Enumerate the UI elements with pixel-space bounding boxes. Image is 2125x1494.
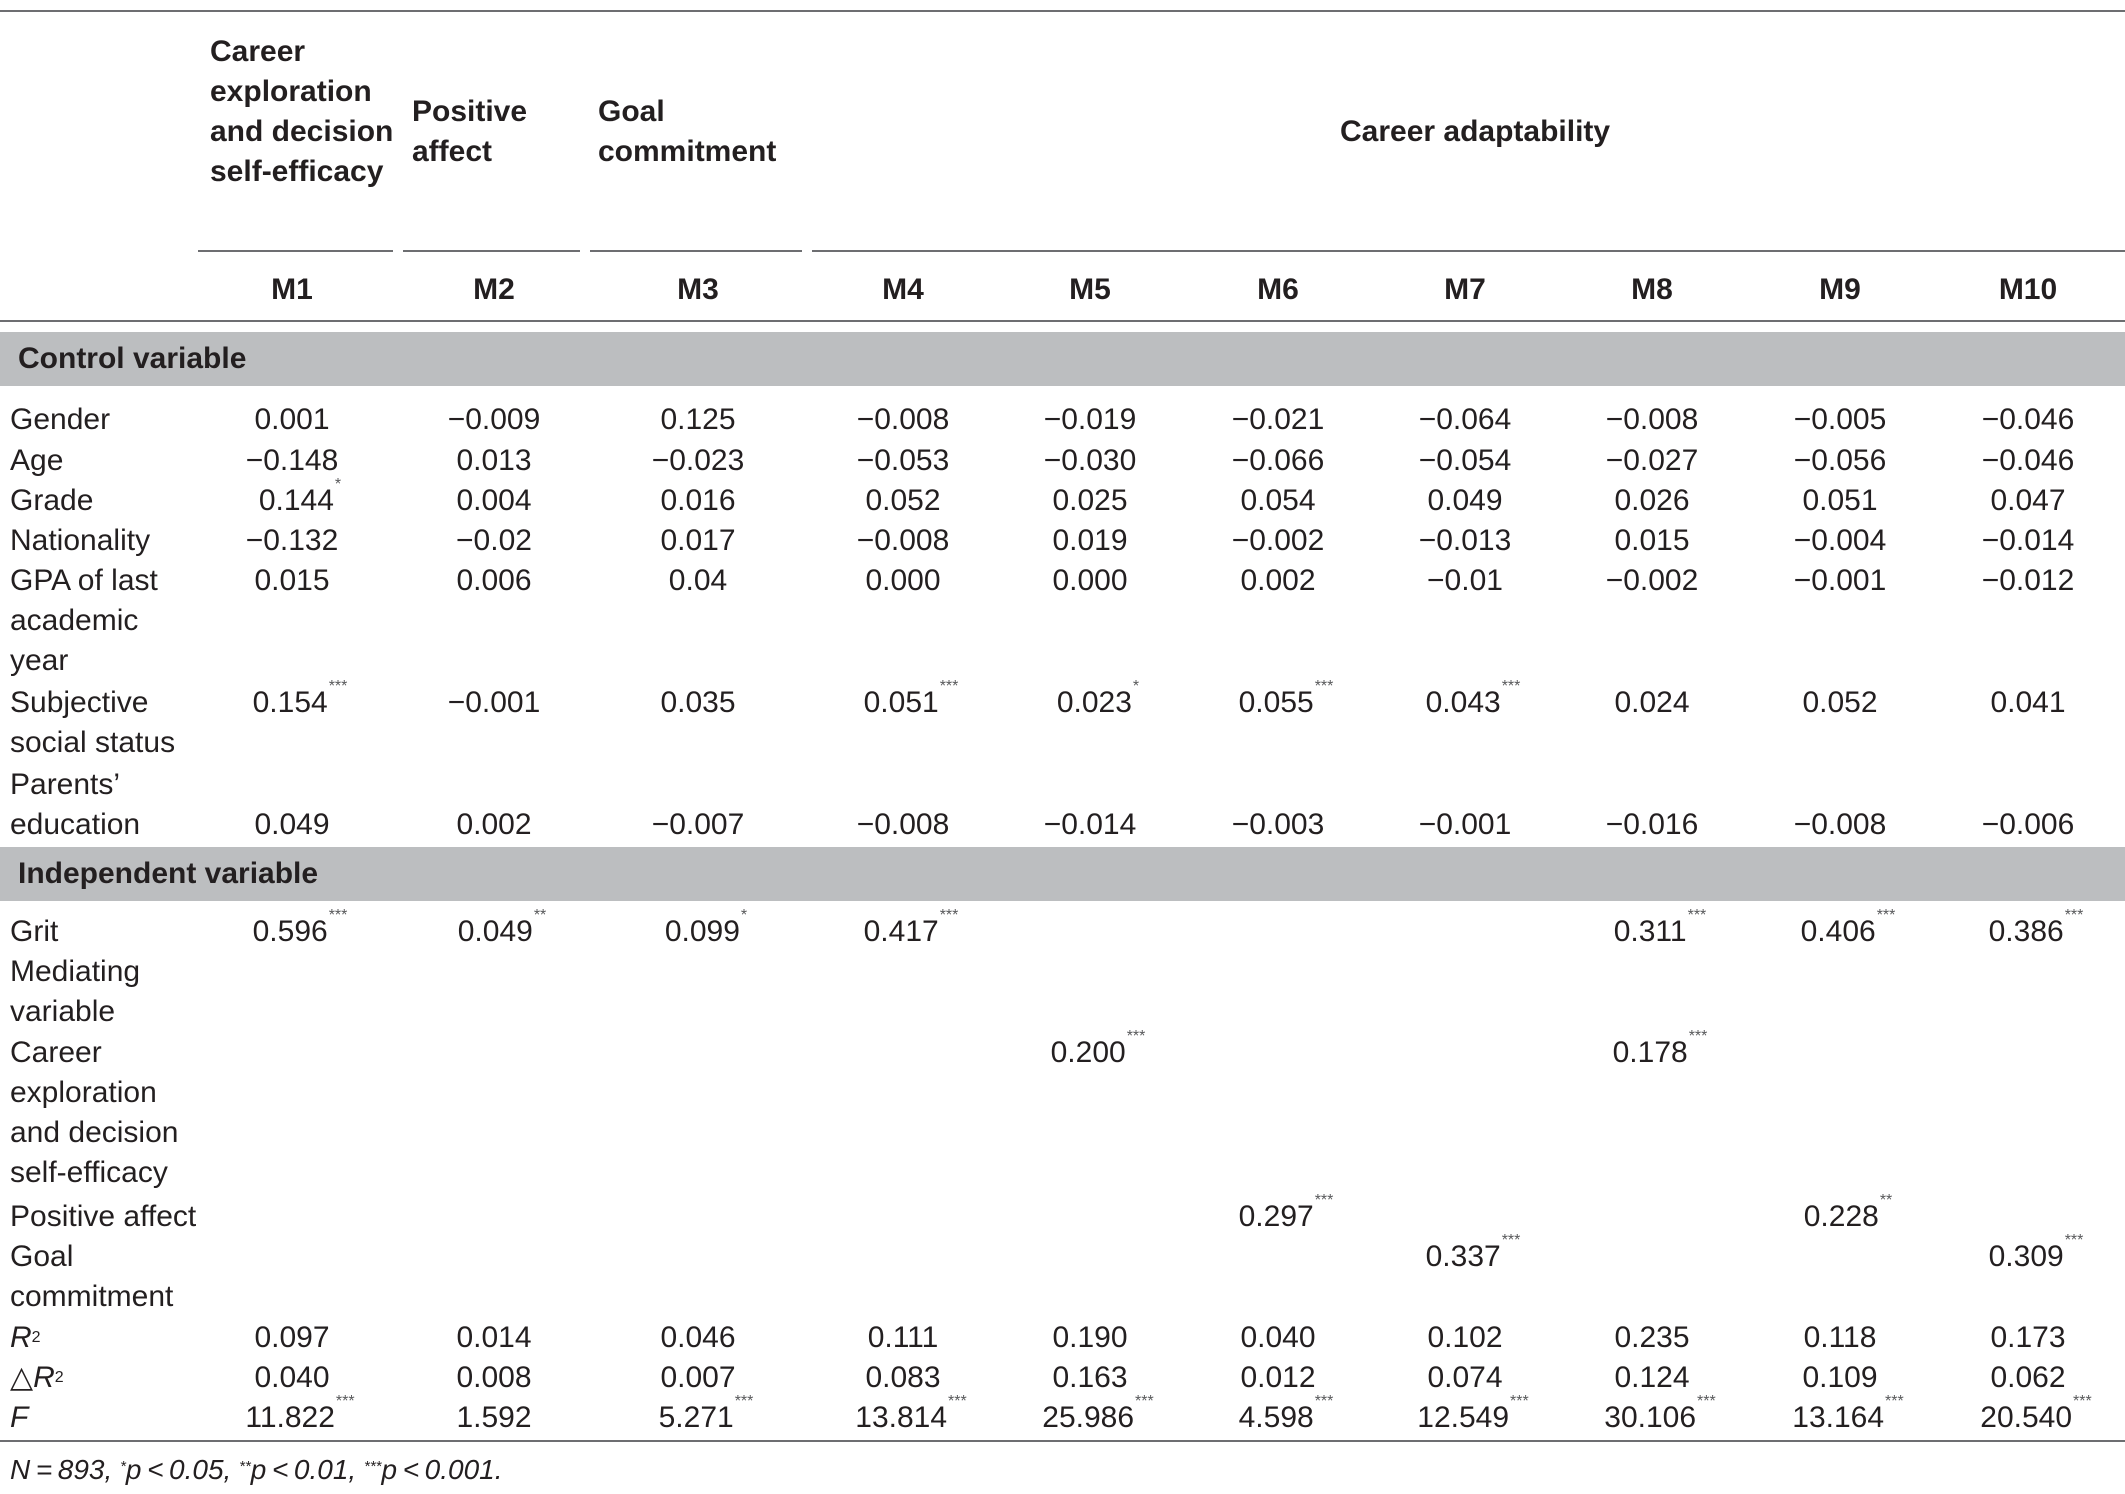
cell-value: 13.164: [1792, 1401, 1885, 1434]
cell-m6: [1240, 1318, 1315, 1358]
cell-m7: [1427, 1318, 1502, 1358]
significance-mark: ***: [335, 1393, 355, 1410]
model-header-m5: M5: [1069, 273, 1111, 306]
cell-value: 0.062: [1990, 1361, 2066, 1394]
group-header-m1: Career exploration and decision self-efficacy: [210, 35, 394, 188]
group-header-m3: Goal commitment: [598, 95, 777, 168]
header-rule: [0, 320, 2125, 322]
row-label: Gender: [10, 403, 111, 436]
model-header-m8: M8: [1631, 273, 1673, 306]
cell-value: 0.024: [1614, 686, 1690, 719]
cell-m5: [1052, 1358, 1127, 1398]
cell-m6: [1240, 561, 1315, 601]
cell-value: 0.051: [1802, 484, 1878, 517]
cell-value: −0.019: [1043, 403, 1137, 436]
cell-m6: [1232, 805, 1325, 845]
cell-value: 0.016: [660, 484, 736, 517]
cell-value: 0.074: [1427, 1361, 1503, 1394]
cell-value: 0.002: [456, 808, 532, 841]
significance-mark: ***: [1697, 1393, 1716, 1410]
cell-value: −0.014: [1043, 808, 1137, 841]
cell-m4: [865, 561, 940, 601]
cell-value: −0.016: [1605, 808, 1699, 841]
cell-m1: [254, 561, 329, 601]
cell-value: −0.021: [1231, 403, 1325, 436]
model-header-m9: M9: [1819, 273, 1861, 306]
significance-mark: ***: [2073, 1393, 2092, 1410]
cell-value: −0.001: [1418, 808, 1512, 841]
cell-m8: [1606, 805, 1699, 845]
cell-value: 0.173: [1990, 1321, 2066, 1354]
significance-mark: ***: [2064, 907, 2084, 924]
cell-value: 0.083: [865, 1361, 941, 1394]
cell-value: −0.030: [1043, 444, 1137, 477]
model-header-m3: M3: [677, 273, 719, 306]
significance-mark: ***: [328, 907, 348, 924]
cell-value: −0.008: [856, 524, 950, 557]
cell-value: 25.986: [1042, 1401, 1135, 1434]
cell-value: 0.046: [660, 1321, 736, 1354]
cell-value: 0.015: [254, 564, 330, 597]
cell-m2: [456, 1398, 531, 1438]
cell-value: 0.025: [1052, 484, 1128, 517]
cell-m9: [1800, 907, 1896, 952]
cell-m3: [652, 805, 745, 845]
cell-value: 0.097: [254, 1321, 330, 1354]
cell-m2: [456, 561, 531, 601]
significance-mark: ***: [1876, 907, 1896, 924]
cell-value: 0.111: [867, 1321, 939, 1354]
cell-value: −0.054: [1418, 444, 1512, 477]
cell-value: 1.592: [456, 1401, 532, 1434]
cell-m3: [669, 561, 727, 601]
cell-value: 0.008: [456, 1361, 532, 1394]
cell-value: 0.055: [1238, 686, 1314, 719]
cell-m1: [254, 805, 329, 845]
cell-m1: [252, 678, 348, 723]
cell-value: 0.235: [1614, 1321, 1690, 1354]
cell-m9: [1802, 683, 1877, 723]
significance-mark: *: [334, 476, 342, 493]
significance-mark: *: [1132, 678, 1140, 695]
cell-value: 0.052: [865, 484, 941, 517]
significance-mark: ***: [948, 1393, 967, 1410]
cell-m4: [857, 805, 950, 845]
cell-m1: [246, 441, 339, 481]
cell-m3: [660, 1318, 735, 1358]
row-label: Nationality: [10, 524, 151, 557]
cell-m7: [1425, 1232, 1521, 1277]
model-header-m4: M4: [882, 273, 924, 306]
row-label: Age: [10, 444, 64, 477]
cell-m9: [1803, 1192, 1893, 1237]
row-label: F: [10, 1401, 29, 1434]
cell-m4: [857, 441, 950, 481]
cell-m7: [1419, 400, 1512, 440]
cell-value: 0.417: [863, 915, 939, 948]
cell-m9: [1804, 1318, 1877, 1358]
cell-m3: [658, 1393, 754, 1438]
cell-value: 12.549: [1417, 1401, 1510, 1434]
cell-value: 0.047: [1990, 484, 2066, 517]
cell-m4: [865, 1358, 940, 1398]
cell-value: 0.154: [252, 686, 328, 719]
cell-m10: [1988, 1232, 2084, 1277]
cell-m5: [1044, 441, 1137, 481]
cell-m7: [1427, 561, 1503, 601]
cell-m8: [1606, 400, 1699, 440]
significance-mark: ***: [1314, 1393, 1334, 1410]
cell-value: 0.228: [1803, 1200, 1879, 1233]
cell-m10: [1980, 1393, 2092, 1438]
significance-mark: ***: [1314, 678, 1334, 695]
row-label: Goal commitment: [10, 1240, 174, 1313]
significance-mark: ***: [1687, 907, 1707, 924]
cell-value: 0.043: [1425, 686, 1501, 719]
cell-value: −0.066: [1231, 444, 1325, 477]
cell-value: 0.311: [1613, 915, 1687, 948]
row-label: Grit: [10, 915, 59, 948]
cell-m5: [1052, 521, 1127, 561]
cell-value: 0.200: [1050, 1036, 1126, 1069]
cell-value: 11.822: [245, 1401, 335, 1434]
section-title: Independent variable: [18, 857, 319, 890]
cell-value: 0.04: [668, 564, 728, 597]
cell-value: 0.178: [1612, 1036, 1688, 1069]
significance-mark: ***: [1885, 1393, 1904, 1410]
row-label: Mediating variable: [10, 955, 141, 1028]
table-footnote: N = 893, *p < 0.05, **p < 0.01, ***p < 0.001.: [10, 1454, 503, 1485]
significance-mark: **: [1879, 1192, 1893, 1209]
cell-m4: [857, 400, 950, 440]
cell-m3: [664, 907, 748, 952]
cell-value: 0.054: [1240, 484, 1316, 517]
cell-value: 0.109: [1802, 1361, 1878, 1394]
cell-value: 0.006: [456, 564, 532, 597]
cell-m10: [1982, 561, 2075, 601]
cell-m10: [1982, 521, 2075, 561]
group-rule-m2: [403, 250, 580, 252]
cell-m9: [1792, 1393, 1904, 1438]
cell-value: 13.814: [855, 1401, 948, 1434]
significance-mark: ***: [328, 678, 348, 695]
cell-value: 0.386: [1988, 915, 2064, 948]
significance-mark: **: [533, 907, 547, 924]
cell-value: −0.002: [1231, 524, 1325, 557]
cell-value: −0.053: [856, 444, 950, 477]
cell-value: 0.015: [1614, 524, 1690, 557]
model-header-m10: M10: [1998, 273, 2058, 306]
cell-value: −0.012: [1981, 564, 2075, 597]
cell-value: −0.004: [1793, 524, 1887, 557]
cell-value: 0.017: [660, 524, 736, 557]
cell-value: −0.02: [456, 524, 532, 557]
cell-m7: [1425, 678, 1521, 723]
cell-m2: [457, 907, 547, 952]
cell-value: 0.099: [664, 915, 740, 948]
cell-value: 0.337: [1425, 1240, 1501, 1273]
cell-m1: [258, 476, 342, 521]
cell-value: 0.309: [1988, 1240, 2064, 1273]
model-header-m2: M2: [473, 273, 515, 306]
cell-m10: [1990, 683, 2065, 723]
cell-value: 0.051: [863, 686, 939, 719]
cell-m6: [1238, 678, 1334, 723]
cell-m2: [456, 441, 531, 481]
cell-value: −0.002: [1605, 564, 1699, 597]
cell-value: 0.190: [1052, 1321, 1128, 1354]
cell-value: −0.003: [1231, 808, 1325, 841]
cell-m10: [1990, 1318, 2065, 1358]
cell-value: −0.046: [1981, 444, 2075, 477]
cell-value: 0.596: [252, 915, 328, 948]
cell-m1: [254, 1318, 329, 1358]
group-rule-m1: [198, 250, 393, 252]
cell-value: −0.046: [1981, 403, 2075, 436]
cell-m8: [1606, 441, 1699, 481]
cell-m1: [254, 1358, 329, 1398]
cell-m9: [1794, 441, 1887, 481]
cell-m9: [1794, 561, 1887, 601]
significance-mark: ***: [1501, 1232, 1521, 1249]
cell-m10: [1982, 805, 2075, 845]
cell-value: −0.001: [1793, 564, 1887, 597]
top-rule: [0, 10, 2125, 12]
significance-mark: ***: [939, 907, 959, 924]
significance-mark: ***: [1135, 1393, 1154, 1410]
cell-m3: [652, 441, 745, 481]
cell-m6: [1238, 1393, 1334, 1438]
cell-m6: [1240, 1358, 1315, 1398]
model-header-m1: M1: [271, 273, 313, 306]
cell-m7: [1419, 521, 1512, 561]
cell-value: 0.125: [660, 403, 736, 436]
cell-m4: [868, 1318, 939, 1358]
cell-value: 30.106: [1604, 1401, 1697, 1434]
cell-value: 0.406: [1800, 915, 1876, 948]
model-header-m6: M6: [1257, 273, 1299, 306]
cell-m10: [1990, 1358, 2065, 1398]
significance-mark: ***: [1510, 1393, 1529, 1410]
cell-m10: [1982, 400, 2075, 440]
cell-m7: [1419, 441, 1512, 481]
cell-value: 20.540: [1980, 1401, 2073, 1434]
cell-m4: [865, 481, 940, 521]
cell-value: 0.007: [660, 1361, 736, 1394]
cell-value: −0.009: [447, 403, 541, 436]
cell-m10: [1990, 481, 2065, 521]
cell-m5: [1050, 1028, 1146, 1073]
cell-value: −0.01: [1427, 564, 1503, 597]
significance-mark: ***: [1126, 1028, 1146, 1045]
group-header-m2: Positive affect: [412, 95, 528, 168]
cell-m8: [1604, 1393, 1716, 1438]
cell-value: 0.026: [1614, 484, 1690, 517]
cell-value: 0.144: [258, 484, 334, 517]
cell-m6: [1232, 400, 1325, 440]
cell-value: −0.005: [1793, 403, 1887, 436]
cell-value: −0.023: [651, 444, 745, 477]
cell-value: −0.132: [245, 524, 339, 557]
cell-m3: [660, 683, 735, 723]
group-rule-m4-m10: [812, 250, 2125, 252]
cell-m5: [1052, 561, 1127, 601]
cell-value: 0.163: [1052, 1361, 1128, 1394]
cell-m6: [1232, 441, 1325, 481]
cell-value: −0.056: [1793, 444, 1887, 477]
cell-m7: [1427, 481, 1502, 521]
cell-value: 0.002: [1240, 564, 1316, 597]
significance-mark: ***: [1501, 678, 1521, 695]
cell-value: 0.049: [457, 915, 533, 948]
cell-m4: [857, 521, 950, 561]
cell-value: −0.006: [1981, 808, 2075, 841]
cell-value: −0.027: [1605, 444, 1699, 477]
cell-m2: [448, 683, 541, 723]
row-label: Career exploration and decision self-efficacy: [10, 1036, 179, 1189]
cell-m6: [1232, 521, 1325, 561]
cell-m8: [1613, 907, 1707, 952]
cell-m9: [1794, 805, 1887, 845]
cell-m2: [448, 400, 541, 440]
group-rule-m3: [590, 250, 802, 252]
cell-value: 0.012: [1240, 1361, 1316, 1394]
cell-m4: [855, 1393, 967, 1438]
cell-m8: [1614, 521, 1689, 561]
cell-m2: [456, 521, 532, 561]
row-label: $\triangle R^2$: [10, 1361, 64, 1394]
cell-m1: [245, 1393, 355, 1438]
section-title: Control variable: [18, 342, 247, 375]
cell-m10: [1982, 441, 2075, 481]
cell-m9: [1794, 400, 1887, 440]
cell-m8: [1612, 1028, 1708, 1073]
cell-m2: [456, 805, 531, 845]
cell-m2: [456, 481, 531, 521]
cell-m3: [660, 521, 735, 561]
cell-value: 0.040: [1240, 1321, 1316, 1354]
cell-m3: [660, 481, 735, 521]
cell-value: −0.008: [1793, 808, 1887, 841]
bottom-rule: [0, 1440, 2125, 1442]
cell-value: 0.023: [1056, 686, 1132, 719]
significance-mark: *: [740, 907, 748, 924]
cell-value: 4.598: [1238, 1401, 1314, 1434]
cell-m5: [1044, 805, 1137, 845]
significance-mark: ***: [2064, 1232, 2084, 1249]
cell-m5: [1052, 481, 1127, 521]
cell-value: 0.013: [456, 444, 532, 477]
cell-value: 0.040: [254, 1361, 330, 1394]
cell-value: −0.014: [1981, 524, 2075, 557]
cell-m9: [1802, 481, 1877, 521]
cell-value: 0.049: [254, 808, 330, 841]
cell-m8: [1614, 1358, 1689, 1398]
cell-value: 0.041: [1990, 686, 2066, 719]
significance-mark: ***: [734, 1393, 754, 1410]
section-band: [0, 332, 2125, 386]
cell-m4: [863, 678, 959, 723]
cell-m5: [1044, 400, 1137, 440]
cell-value: −0.001: [447, 686, 541, 719]
cell-value: 0.102: [1427, 1321, 1503, 1354]
cell-value: 5.271: [658, 1401, 734, 1434]
significance-mark: ***: [1688, 1028, 1708, 1045]
cell-m3: [660, 1358, 735, 1398]
cell-value: 0.049: [1427, 484, 1503, 517]
row-label: Positive affect: [10, 1200, 197, 1233]
cell-m7: [1427, 1358, 1502, 1398]
cell-m1: [254, 400, 329, 440]
section-band: [0, 847, 2125, 901]
cell-m8: [1614, 1318, 1689, 1358]
cell-value: −0.008: [1605, 403, 1699, 436]
significance-mark: ***: [1314, 1192, 1334, 1209]
cell-value: 0.052: [1802, 686, 1878, 719]
cell-m8: [1606, 561, 1699, 601]
cell-m3: [660, 400, 735, 440]
cell-value: 0.124: [1614, 1361, 1690, 1394]
row-label: Subjective social status: [10, 686, 176, 759]
cell-m5: [1052, 1318, 1127, 1358]
significance-mark: ***: [939, 678, 959, 695]
cell-m9: [1794, 521, 1887, 561]
cell-value: 0.001: [254, 403, 330, 436]
row-label: GPA of last academic year: [10, 564, 158, 677]
cell-m7: [1419, 805, 1512, 845]
cell-m6: [1240, 481, 1315, 521]
cell-value: 0.035: [660, 686, 736, 719]
cell-m7: [1417, 1393, 1529, 1438]
row-label: Grade: [10, 484, 94, 517]
cell-value: 0.000: [1052, 564, 1128, 597]
cell-value: 0.019: [1052, 524, 1128, 557]
cell-m5: [1056, 678, 1140, 723]
row-label: Parents’ education: [10, 768, 141, 841]
cell-m4: [863, 907, 959, 952]
cell-m2: [456, 1358, 531, 1398]
cell-value: −0.008: [856, 808, 950, 841]
cell-value: −0.148: [245, 444, 339, 477]
cell-value: 0.014: [456, 1321, 532, 1354]
cell-value: −0.013: [1418, 524, 1512, 557]
cell-m1: [246, 521, 339, 561]
cell-m1: [252, 907, 348, 952]
cell-m8: [1614, 481, 1689, 521]
cell-m8: [1614, 683, 1689, 723]
group-header-m4-m10: Career adaptability: [1340, 115, 1611, 148]
cell-value: 0.004: [456, 484, 532, 517]
cell-m2: [456, 1318, 531, 1358]
cell-value: 0.000: [865, 564, 941, 597]
cell-m5: [1042, 1393, 1154, 1438]
row-label: $R^2$: [10, 1321, 41, 1354]
cell-value: −0.007: [651, 808, 745, 841]
cell-m10: [1988, 907, 2084, 952]
cell-value: −0.008: [856, 403, 950, 436]
cell-value: 0.118: [1803, 1321, 1877, 1354]
model-header-m7: M7: [1444, 273, 1486, 306]
cell-value: 0.297: [1238, 1200, 1314, 1233]
cell-m6: [1238, 1192, 1334, 1237]
cell-m9: [1802, 1358, 1877, 1398]
cell-value: −0.064: [1418, 403, 1512, 436]
